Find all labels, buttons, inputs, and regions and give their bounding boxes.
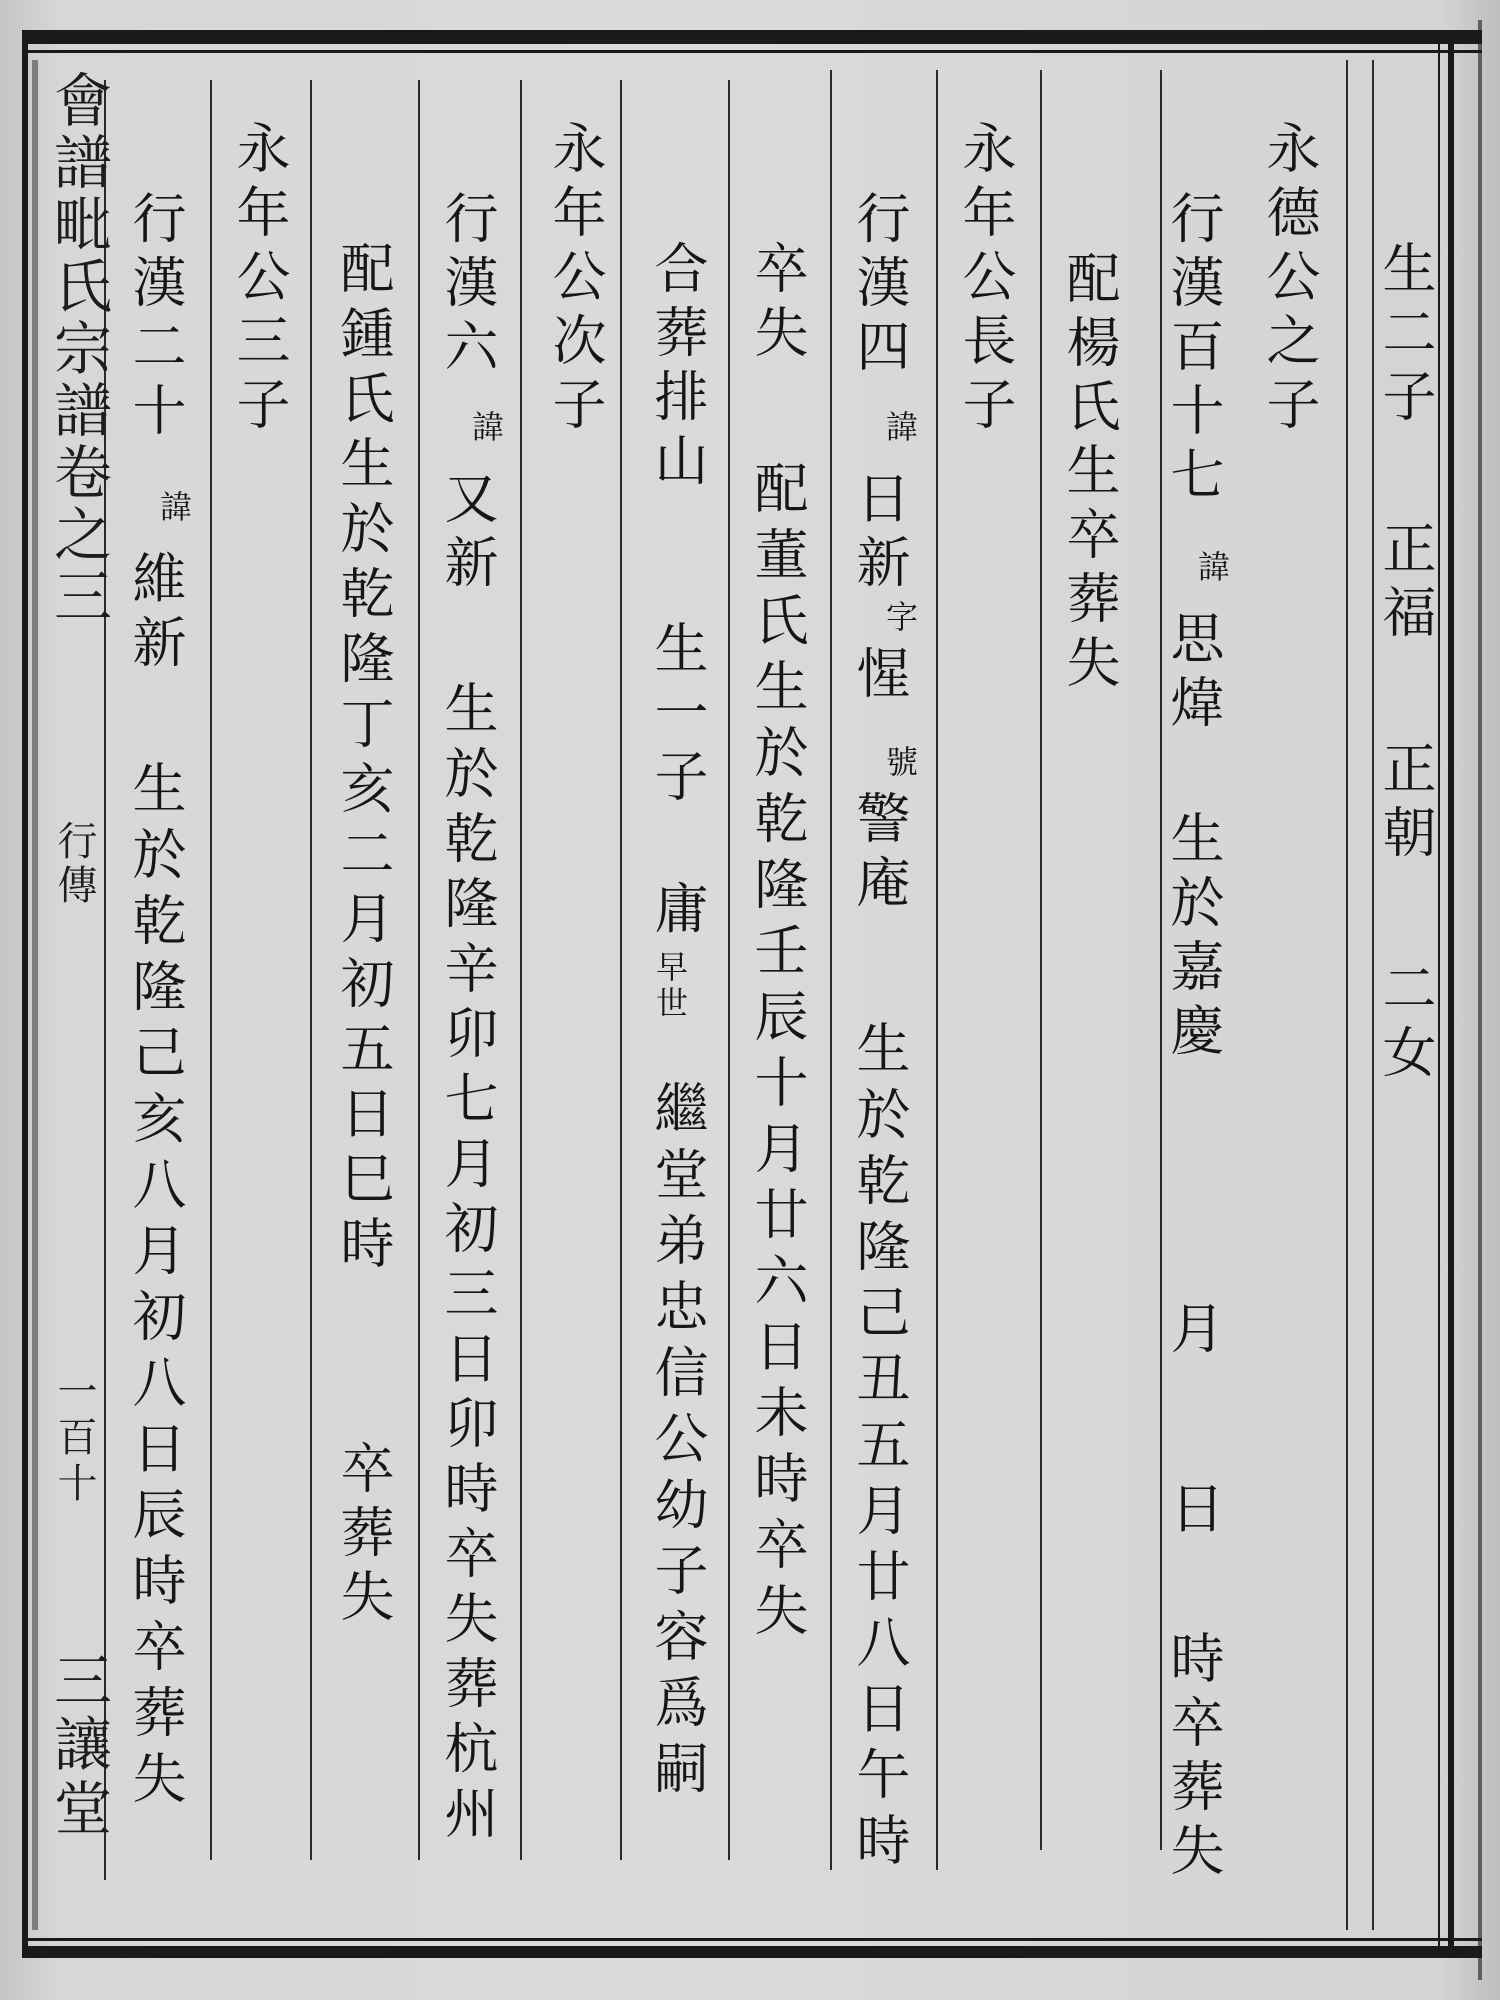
text-death-lost: 卒失 bbox=[746, 240, 809, 368]
text-birth-weixin: 生於乾隆己亥八月初八日辰時卒葬失 bbox=[124, 760, 187, 1816]
text-name-weixin: 維新 bbox=[124, 550, 187, 678]
text-second-son: 永年公次子 bbox=[544, 120, 607, 440]
column-divider bbox=[210, 80, 212, 1860]
column-divider bbox=[936, 70, 938, 1870]
left-border bbox=[22, 30, 28, 1958]
margin-title: 會譜毗氏宗譜卷之三 bbox=[44, 70, 112, 628]
text-birth-date: 生於乾隆己丑五月廿八日午時 bbox=[848, 1020, 911, 1878]
column-divider bbox=[520, 80, 522, 1860]
text-label-hui: 諱 bbox=[1193, 550, 1231, 586]
text-rank-4: 行漢四 bbox=[848, 190, 911, 382]
text-column-1-name-2: 正朝 bbox=[1374, 740, 1437, 868]
column-divider bbox=[620, 80, 622, 1860]
text-column-rank: 行漢百十七 bbox=[1162, 190, 1225, 510]
text-third-son: 永年公三子 bbox=[228, 120, 291, 440]
bottom-border-thin bbox=[22, 1938, 1482, 1941]
text-birth-month: 月 bbox=[1162, 1300, 1225, 1364]
text-rank-20: 行漢二十 bbox=[124, 190, 187, 446]
text-label-hao: 號 bbox=[881, 745, 919, 781]
text-art-name: 警庵 bbox=[848, 790, 911, 918]
text-column-1: 生二子 bbox=[1374, 240, 1437, 432]
column-divider bbox=[1346, 60, 1348, 1930]
text-name-youxin: 又新 bbox=[436, 470, 499, 598]
text-label-hui-3: 諱 bbox=[467, 410, 505, 446]
right-border-thin bbox=[1438, 30, 1440, 1958]
text-column-1-name-1: 正福 bbox=[1374, 520, 1437, 648]
column-divider bbox=[830, 70, 832, 1870]
top-border-thin bbox=[22, 50, 1482, 53]
text-joint-burial: 合葬排山 bbox=[646, 240, 709, 496]
text-rank-6: 行漢六 bbox=[436, 190, 499, 382]
text-son-name: 庸 bbox=[646, 880, 709, 944]
text-died-young: 早世 bbox=[651, 950, 689, 1022]
text-label-zi: 字 bbox=[881, 600, 919, 636]
text-label-hui-2: 諱 bbox=[881, 410, 919, 446]
column-divider bbox=[1040, 70, 1042, 1850]
text-death-burial: 時卒葬失 bbox=[1162, 1630, 1225, 1886]
text-label-hui-4: 諱 bbox=[155, 490, 193, 526]
column-divider bbox=[418, 80, 420, 1860]
margin-section: 行傳 bbox=[51, 820, 97, 908]
column-divider bbox=[310, 80, 312, 1860]
text-spouse-dong: 配董氏生於乾隆壬辰十月廿六日未時卒失 bbox=[746, 460, 809, 1648]
text-column-spouse: 配楊氏生卒葬失 bbox=[1058, 250, 1121, 698]
text-birth-day: 日 bbox=[1162, 1480, 1225, 1544]
column-divider bbox=[728, 80, 730, 1860]
margin-hall-name: 三讓堂 bbox=[44, 1650, 112, 1842]
bottom-border bbox=[22, 1946, 1482, 1958]
text-adoption: 繼堂弟忠信公幼子容爲嗣 bbox=[646, 1080, 709, 1806]
text-spouse-zhong: 配鍾氏生於乾隆丁亥二月初五日巳時 bbox=[332, 240, 395, 1280]
text-column-eldest-son: 永年公長子 bbox=[954, 120, 1017, 440]
text-courtesy-name: 惺 bbox=[848, 645, 911, 709]
next-page-edge bbox=[1478, 20, 1482, 1980]
text-birth-era: 生於嘉慶 bbox=[1162, 810, 1225, 1066]
text-name-rixin: 日新 bbox=[848, 470, 911, 598]
text-one-son: 生一子 bbox=[646, 620, 709, 812]
right-border bbox=[1448, 30, 1454, 1958]
text-given-name: 思煒 bbox=[1162, 610, 1225, 738]
text-birth-youxin: 生於乾隆辛卯七月初三日卯時卒失葬杭州 bbox=[436, 680, 499, 1850]
text-column-1-daughters: 二女 bbox=[1374, 960, 1437, 1088]
margin-page-number: 一百十 bbox=[51, 1370, 97, 1508]
text-zhong-death: 卒葬失 bbox=[332, 1440, 395, 1632]
top-border bbox=[22, 30, 1482, 44]
text-column-father: 永德公之子 bbox=[1258, 120, 1321, 440]
